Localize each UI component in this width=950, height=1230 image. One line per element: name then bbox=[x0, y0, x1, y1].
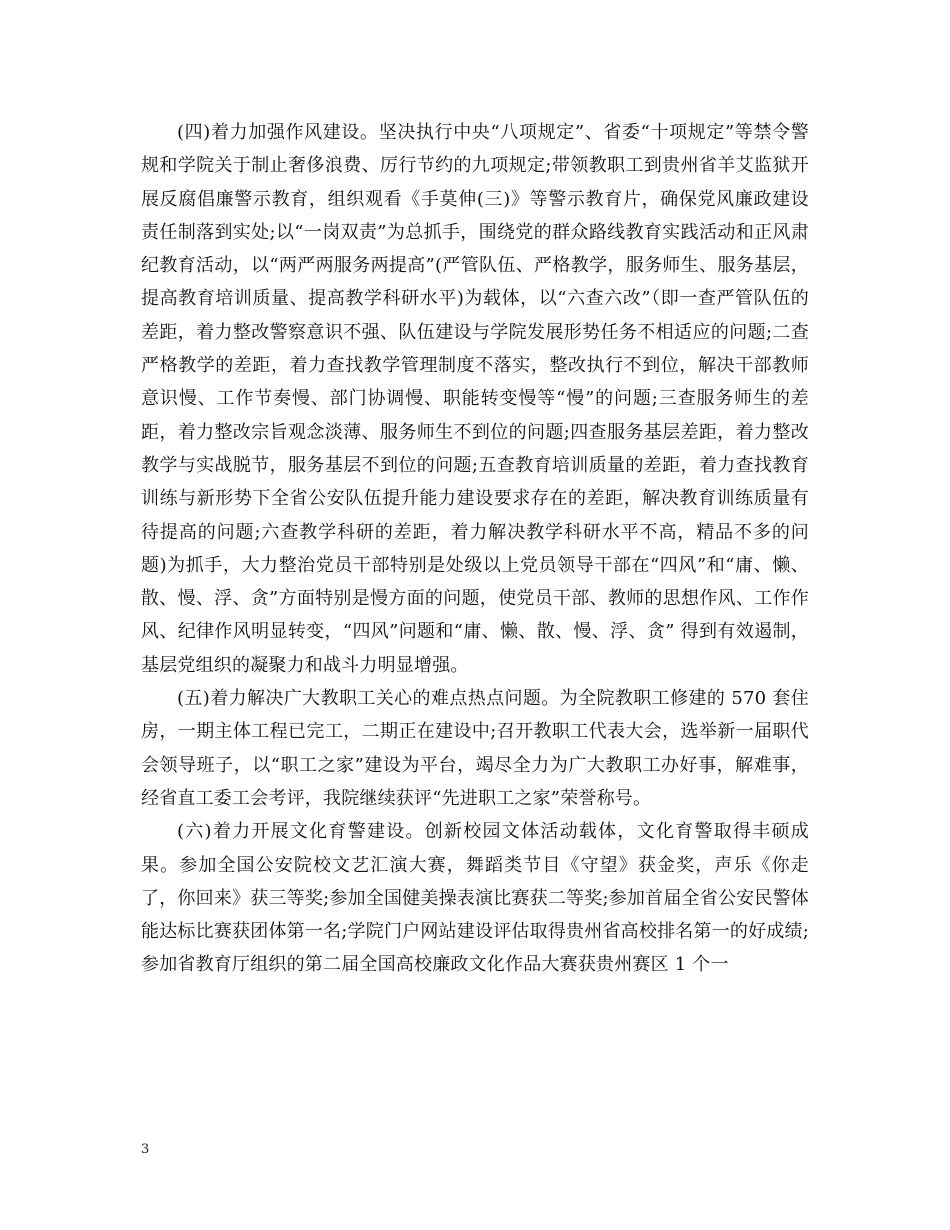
paragraph-work-style: (四)着力加强作风建设。坚决执行中央“八项规定”、省委“十项规定”等禁令警规和学院关于制止奢侈浪费、厉行节约的九项规定;带领教职工到贵州省羊艾监狱开展反腐倡廉警示教育，组织观看《手莫伸(三)》等警示教育片，确保党风廉政建设责任制落到实处;以“一岗双责”为总抓手，围绕党的群众路线教育实践活动和正风肃纪教育活动，以“两严两服务两提高”(严管队伍、严格教学，服务师生、服务基层，提高教育培训质量、提高教学科研水平)为载体，以“六查六改”（即一查严管队伍的差距，着力整改警察意识不强、队伍建设与学院发展形势任务不相适应的问题;二查严格教学的差距，着力查找教学管理制度不落实，整改执行不到位，解决干部教师意识慢、工作节奏慢、部门协调慢、职能转变慢等“慢”的问题;三查服务师生的差距，着力整改宗旨观念淡薄、服务师生不到位的问题;四查服务基层差距，着力整改教学与实战脱节，服务基层不到位的问题;五查教育培训质量的差距，着力查找教育训练与新形势下全省公安队伍提升能力建设要求存在的差距，解决教育训练质量有待提高的问题;六查教学科研的差距，着力解决教学科研水平不高，精品不多的问题)为抓手，大力整治党员干部特别是处级以上党员领导干部在“四风”和“庸、懒、散、慢、浮、贪”方面特别是慢方面的问题，使党员干部、教师的思想作风、工作作风、纪律作风明显转变，“四风”问题和“庸、懒、散、慢、浮、贪” 得到有效遏制，基层党组织的凝聚力和战斗力明显增强。 bbox=[141, 122, 809, 676]
paragraph-culture: (六)着力开展文化育警建设。创新校园文体活动载体，文化育警取得丰硕成果。参加全国公安院校文艺汇演大赛，舞蹈类节目《守望》获金奖，声乐《你走了，你回来》获三等奖;参加全国健美操表演比赛获二等奖;参加首届全省公安民警体能达标比赛获团体第一名;学院门户网站建设评估取得贵州省高校排名第一的好成绩;参加省教育厅组织的第二届全国高校廉政文化作品大赛获贵州赛区 1 个一 bbox=[141, 821, 809, 976]
document-body bbox=[141, 116, 809, 982]
page-number: 3 bbox=[141, 1142, 150, 1157]
paragraph-staff-concerns: (五)着力解决广大教职工关心的难点热点问题。为全院教职工修建的 570 套住房，一期主体工程已完工，二期正在建设中;召开教职工代表大会，选举新一届职代会领导班子，以“职工之家”建设为平台，竭尽全力为广大教职工办好事，解难事，经省直工委工会考评，我院继续获评“先进职工之家”荣誉称号。 bbox=[141, 688, 809, 809]
